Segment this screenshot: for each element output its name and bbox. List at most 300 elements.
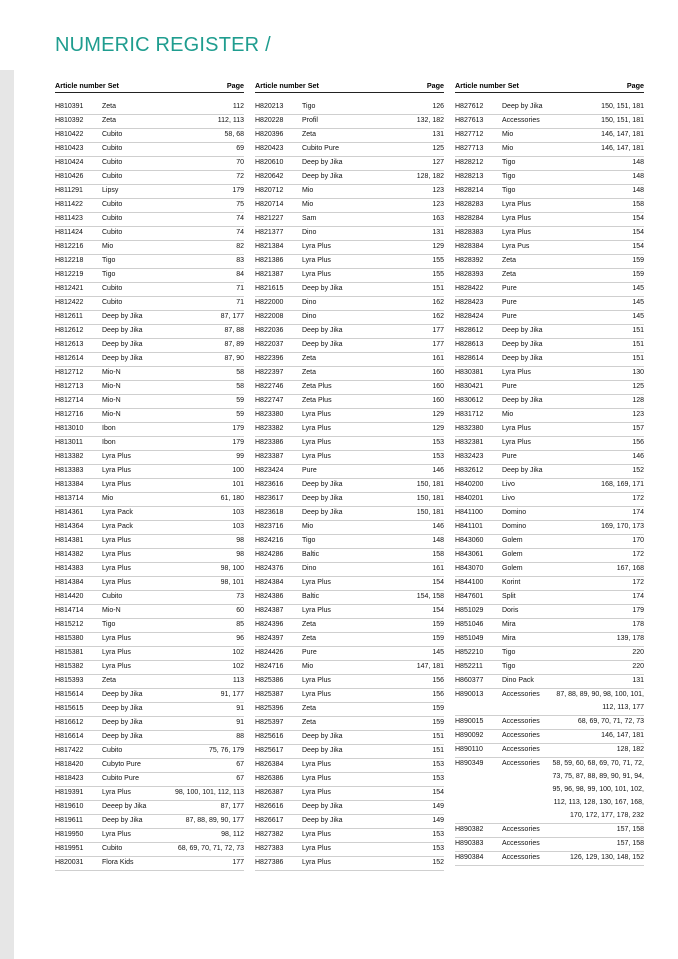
table-row [255, 339, 444, 353]
set-name-cell: Mio-N [102, 397, 121, 404]
set-name-cell: Tigo [502, 649, 516, 656]
table-row [55, 829, 244, 843]
table-row [455, 241, 644, 255]
article-number-cell: H811424 [55, 229, 83, 236]
header-article-number: Article number Set [255, 81, 319, 90]
table-row [255, 283, 444, 297]
article-number-cell: H826616 [255, 803, 284, 810]
page-cell: 59 [236, 397, 244, 404]
set-name-cell: Lyra Plus [302, 691, 331, 698]
table-row [455, 185, 644, 199]
article-number-cell: H841101 [455, 523, 483, 530]
page-cell: 88 [236, 733, 244, 740]
table-row [55, 745, 244, 759]
page-cell: 153 [432, 845, 444, 852]
set-name-cell: Lyra Plus [302, 257, 331, 264]
article-number-cell: H812612 [55, 327, 84, 334]
article-number-cell: H844100 [455, 579, 484, 586]
table-row [455, 157, 644, 171]
set-name-cell: Tigo [502, 187, 516, 194]
table-row [55, 535, 244, 549]
set-name-cell: Lyra Plus [102, 635, 131, 642]
page-cell: 61, 180 [220, 495, 244, 502]
page-cell: 154 [632, 243, 644, 250]
table-row [255, 409, 444, 423]
table-row [455, 465, 644, 479]
page-cell: 220 [632, 663, 644, 670]
article-number-cell: H851046 [455, 621, 484, 628]
page-cell: 91, 177 [220, 691, 244, 698]
set-name-cell: Deep by Jika [502, 467, 543, 474]
set-name-cell: Deep by Jika [102, 705, 143, 712]
set-name-cell: Deep by Jika [302, 509, 343, 516]
page-cell: 147, 181 [416, 663, 444, 670]
set-name-cell: Domino [502, 509, 527, 516]
page-cell: 148 [632, 187, 644, 194]
set-name-cell: Accessories [502, 718, 540, 725]
article-number-cell: H812713 [55, 383, 84, 390]
page-cell: 153 [432, 831, 444, 838]
table-row [55, 773, 244, 787]
set-name-cell: Zeta [102, 677, 117, 684]
page-cell: 84 [236, 271, 244, 278]
table-row [255, 437, 444, 451]
page-cell: 154, 158 [416, 593, 444, 600]
page-cell: 146, 147, 181 [601, 131, 644, 138]
page-cell: 152 [632, 467, 644, 474]
table-row [255, 115, 444, 129]
set-name-cell: Golem [502, 537, 523, 544]
article-number-cell: H815393 [55, 677, 84, 684]
set-name-cell: Lyra Plus [302, 775, 331, 782]
article-number-cell: H821386 [255, 257, 284, 264]
page-cell: 153 [432, 453, 444, 460]
article-number-cell: H811422 [55, 201, 83, 208]
article-number-cell: H832423 [455, 453, 484, 460]
table-row [455, 563, 644, 577]
set-name-cell: Deep by Jika [302, 285, 343, 292]
table-row [255, 591, 444, 605]
table-row [455, 619, 644, 633]
set-name-cell: Pure [502, 313, 517, 320]
article-number-cell: H827613 [455, 117, 484, 124]
set-name-cell: Mio [102, 495, 114, 502]
table-row [255, 647, 444, 661]
table-row [455, 423, 644, 437]
table-row [55, 521, 244, 535]
set-name-cell: Deep by Jika [302, 327, 343, 334]
page-cell: 87, 89 [224, 341, 244, 348]
table-row [255, 815, 444, 829]
table-row [455, 437, 644, 451]
set-name-cell: Mio [502, 411, 514, 418]
table-row [55, 731, 244, 745]
table-row [455, 353, 644, 367]
article-number-cell: H820213 [255, 103, 284, 110]
article-number-cell: H812611 [55, 313, 83, 320]
page-cell: 162 [432, 313, 444, 320]
article-number-cell: H813011 [55, 439, 83, 446]
set-name-cell: Tigo [502, 173, 516, 180]
table-row [255, 367, 444, 381]
page-cell: 87, 90 [224, 355, 244, 362]
set-name-cell: Deep by Jika [102, 691, 143, 698]
page-cell: 85 [236, 621, 244, 628]
set-name-cell: Accessories [502, 117, 540, 124]
table-row [255, 493, 444, 507]
set-name-cell: Zeta [302, 635, 317, 642]
table-row [455, 605, 644, 619]
article-number-cell: H813382 [55, 453, 84, 460]
table-row [255, 773, 444, 787]
rows [455, 101, 644, 866]
article-number-cell: H819610 [55, 803, 84, 810]
article-number-cell: H824387 [255, 607, 284, 614]
set-name-cell: Tigo [102, 257, 116, 264]
header-article-number: Article number Set [455, 81, 519, 90]
set-name-cell: Cubito [102, 593, 123, 600]
article-number-cell: H815614 [55, 691, 84, 698]
set-name-cell: Lyra Plus [302, 271, 331, 278]
page-cell: 148 [632, 159, 644, 166]
table-row [455, 730, 644, 744]
page-cell: 155 [432, 257, 444, 264]
page-cell: 145 [632, 313, 644, 320]
page-cell: 151 [632, 355, 644, 362]
set-name-cell: Zeta [102, 103, 117, 110]
table-row [55, 129, 244, 143]
set-name-cell: Lyra Plus [302, 243, 331, 250]
table-row [55, 689, 244, 703]
table-row [55, 675, 244, 689]
article-number-cell: H821384 [255, 243, 284, 250]
page-cell: 154 [632, 229, 644, 236]
article-number-cell: H832381 [455, 439, 484, 446]
table-row [455, 143, 644, 157]
page-cell: 82 [236, 243, 244, 250]
page-cell: 154 [432, 789, 444, 796]
article-number-cell: H820642 [255, 173, 284, 180]
article-number-cell: H820423 [255, 145, 284, 152]
set-name-cell: Lyra Plus [302, 789, 331, 796]
table-row [455, 689, 644, 702]
set-name-cell: Lyra Plus [502, 439, 531, 446]
set-name-cell: Split [502, 593, 516, 600]
article-number-cell: H820228 [255, 117, 284, 124]
article-number-cell: H824376 [255, 565, 284, 572]
set-name-cell: Deep by Jika [502, 355, 543, 362]
article-number-cell: H832612 [455, 467, 484, 474]
table-row [255, 857, 444, 871]
set-name-cell: Lyra Plus [302, 677, 331, 684]
page-cell: 161 [432, 565, 444, 572]
page-cell: 91 [236, 719, 244, 726]
page-cell: 156 [432, 691, 444, 698]
page-cell: 98, 100 [220, 565, 244, 572]
set-name-cell: Tigo [302, 537, 316, 544]
article-number-cell: H821227 [255, 215, 284, 222]
table-row [55, 283, 244, 297]
page-cell: 125 [632, 383, 644, 390]
article-number-cell: H821615 [255, 285, 284, 292]
set-name-cell: Mio [502, 145, 514, 152]
page-cell: 160 [432, 383, 444, 390]
set-name-cell: Tigo [102, 621, 116, 628]
article-number-cell: H817422 [55, 747, 84, 754]
set-name-cell: Zeta Plus [302, 397, 332, 404]
table-row [55, 353, 244, 367]
article-number-cell: H822397 [255, 369, 284, 376]
article-number-cell: H813010 [55, 425, 84, 432]
table-row [255, 479, 444, 493]
article-number-cell: H820031 [55, 859, 84, 866]
table-row [55, 297, 244, 311]
article-number-cell: H814361 [55, 509, 84, 516]
page-cell: 112, 113, 177 [602, 704, 644, 711]
set-name-cell: Deep by Jika [302, 481, 343, 488]
set-name-cell: Zeta [102, 117, 117, 124]
set-name-cell: Deep by Jika [102, 355, 143, 362]
article-number-cell: H890349 [455, 760, 484, 767]
set-name-cell: Cubyto Pure [102, 761, 141, 768]
set-name-cell: Lyra Plus [302, 831, 331, 838]
table-row [255, 675, 444, 689]
article-number-cell: H828214 [455, 187, 484, 194]
set-name-cell: Lyra Plus [102, 831, 131, 838]
set-name-cell: Lyra Plus [102, 649, 131, 656]
set-name-cell: Lyra Plus [102, 537, 131, 544]
article-number-cell: H832380 [455, 425, 484, 432]
article-number-cell: H830612 [455, 397, 484, 404]
table-row [255, 213, 444, 227]
table-row [55, 801, 244, 815]
page-cell: 98 [236, 537, 244, 544]
page-cell: 145 [432, 649, 444, 656]
page-cell: 150, 151, 181 [601, 103, 644, 110]
set-name-cell: Cubito Pure [302, 145, 339, 152]
set-name-cell: Lyra Plus [502, 215, 531, 222]
article-number-cell: H830381 [455, 369, 484, 376]
page-cell: 127 [432, 159, 444, 166]
set-name-cell: Mio [302, 201, 314, 208]
article-number-cell: H813384 [55, 481, 84, 488]
article-number-cell: H813383 [55, 467, 84, 474]
article-number-cell: H890013 [455, 691, 484, 698]
table-row [455, 171, 644, 185]
article-number-cell: H810391 [55, 103, 84, 110]
set-name-cell: Cubito [102, 747, 123, 754]
article-number-cell: H815381 [55, 649, 84, 656]
article-number-cell: H812716 [55, 411, 84, 418]
table-row [255, 829, 444, 843]
article-number-cell: H823382 [255, 425, 284, 432]
page-cell: 159 [432, 621, 444, 628]
article-number-cell: H819611 [55, 817, 83, 824]
article-number-cell: H840200 [455, 481, 484, 488]
table-row [55, 787, 244, 801]
table-row [455, 852, 644, 866]
article-number-cell: H825397 [255, 719, 284, 726]
set-name-cell: Lyra Plus [102, 467, 131, 474]
table-row [455, 507, 644, 521]
article-number-cell: H843061 [455, 551, 484, 558]
page-cell: 59 [236, 411, 244, 418]
page-cell: 112 [232, 103, 244, 110]
article-number-cell: H823386 [255, 439, 284, 446]
table-row [255, 661, 444, 675]
table-row [55, 171, 244, 185]
table-row [255, 465, 444, 479]
page-cell: 139, 178 [616, 635, 644, 642]
page-cell: 145 [632, 285, 644, 292]
article-number-cell: H890015 [455, 718, 484, 725]
article-number-cell: H826387 [255, 789, 284, 796]
page-cell: 151 [432, 747, 444, 754]
article-number-cell: H823380 [255, 411, 284, 418]
set-name-cell: Pure [502, 299, 517, 306]
table-row [455, 549, 644, 563]
page-cell: 151 [632, 327, 644, 334]
article-number-cell: H828384 [455, 243, 484, 250]
page-cell: 125 [432, 145, 444, 152]
table-row [255, 801, 444, 815]
set-name-cell: Lyra Plus [302, 411, 331, 418]
article-number-cell: H890092 [455, 732, 484, 739]
table-row [455, 493, 644, 507]
article-number-cell: H824716 [255, 663, 284, 670]
table-row [55, 311, 244, 325]
set-name-cell: Cubito [102, 145, 123, 152]
page-cell: 75, 76, 179 [208, 747, 244, 754]
article-number-cell: H812219 [55, 271, 84, 278]
article-number-cell: H810423 [55, 145, 84, 152]
set-name-cell: Tigo [302, 103, 316, 110]
set-name-cell: Zeta [502, 271, 517, 278]
page-cell: 112, 113 [217, 117, 244, 124]
set-name-cell: Lyra Plus [502, 201, 531, 208]
set-name-cell: Lyra Plus [102, 579, 131, 586]
set-name-cell: Pure [502, 285, 517, 292]
page-cell: 129 [432, 243, 444, 250]
set-name-cell: Pure [302, 467, 317, 474]
table-row [455, 577, 644, 591]
article-number-cell: H822037 [255, 341, 284, 348]
set-name-cell: Deep by Jika [302, 733, 343, 740]
table-row [455, 771, 644, 784]
page-cell: 146 [432, 523, 444, 530]
page-cell: 150, 181 [416, 481, 444, 488]
set-name-cell: Dino Pack [502, 677, 534, 684]
table-row [55, 633, 244, 647]
page-cell: 87, 88, 89, 90, 177 [185, 817, 244, 824]
article-number-cell: H814364 [55, 523, 84, 530]
page-cell: 163 [432, 215, 444, 222]
article-number-cell: H811291 [55, 187, 83, 194]
set-name-cell: Accessories [502, 840, 540, 847]
table-row [55, 563, 244, 577]
article-number-cell: H821377 [255, 229, 284, 236]
article-number-cell: H890384 [455, 854, 484, 861]
table-row [55, 269, 244, 283]
table-row [55, 143, 244, 157]
table-row [255, 563, 444, 577]
set-name-cell: Accessories [502, 760, 540, 767]
article-number-cell: H818420 [55, 761, 84, 768]
table-row [55, 241, 244, 255]
header-page: Page [226, 81, 244, 90]
set-name-cell: Golem [502, 551, 523, 558]
page-cell: 154 [432, 607, 444, 614]
set-name-cell: Deep by Jika [502, 103, 543, 110]
page-title: NUMERIC REGISTER / [55, 34, 271, 56]
table-row [55, 199, 244, 213]
page-cell: 160 [432, 397, 444, 404]
article-number-cell: H824216 [255, 537, 284, 544]
page-cell: 128, 182 [616, 746, 644, 753]
column-header [55, 78, 244, 93]
article-number-cell: H828212 [455, 159, 484, 166]
set-name-cell: Ibon [102, 425, 116, 432]
table-row [55, 577, 244, 591]
set-name-cell: Cubito [102, 845, 123, 852]
article-number-cell: H843060 [455, 537, 484, 544]
page-cell: 67 [236, 775, 244, 782]
page-cell: 103 [232, 523, 244, 530]
table-row [255, 129, 444, 143]
page-cell: 129 [432, 425, 444, 432]
register-column-1 [55, 78, 244, 871]
set-name-cell: Deep by Jika [302, 341, 343, 348]
table-row [455, 213, 644, 227]
article-number-cell: H830421 [455, 383, 484, 390]
table-row [55, 451, 244, 465]
header-page: Page [626, 81, 644, 90]
table-row [455, 367, 644, 381]
article-number-cell: H828614 [455, 355, 484, 362]
rows [255, 101, 444, 871]
table-row [455, 381, 644, 395]
table-row [55, 367, 244, 381]
page-cell: 74 [236, 229, 244, 236]
page-cell: 87, 177 [220, 313, 244, 320]
set-name-cell: Cubito Pure [102, 775, 139, 782]
table-row [255, 787, 444, 801]
article-number-cell: H814420 [55, 593, 84, 600]
set-name-cell: Deep by Jika [102, 733, 143, 740]
set-name-cell: Zeta [302, 705, 317, 712]
article-number-cell: H815615 [55, 705, 84, 712]
table-row [55, 857, 244, 871]
table-row [55, 101, 244, 115]
article-number-cell: H819951 [55, 845, 84, 852]
set-name-cell: Lyra Plus [302, 607, 331, 614]
set-name-cell: Accessories [502, 732, 540, 739]
page-cell: 131 [432, 131, 444, 138]
page-cell: 170, 172, 177, 178, 232 [570, 812, 644, 819]
table-row [455, 535, 644, 549]
page-cell: 159 [432, 705, 444, 712]
article-number-cell: H812218 [55, 257, 84, 264]
set-name-cell: Cubito [102, 215, 123, 222]
page-cell: 172 [632, 579, 644, 586]
set-name-cell: Lyra Plus [102, 453, 131, 460]
set-name-cell: Lipsy [102, 187, 119, 194]
set-name-cell: Zeta Plus [302, 383, 332, 390]
table-row [455, 702, 644, 716]
table-row [455, 521, 644, 535]
article-number-cell: H812614 [55, 355, 84, 362]
set-name-cell: Lyra Plus [102, 551, 131, 558]
